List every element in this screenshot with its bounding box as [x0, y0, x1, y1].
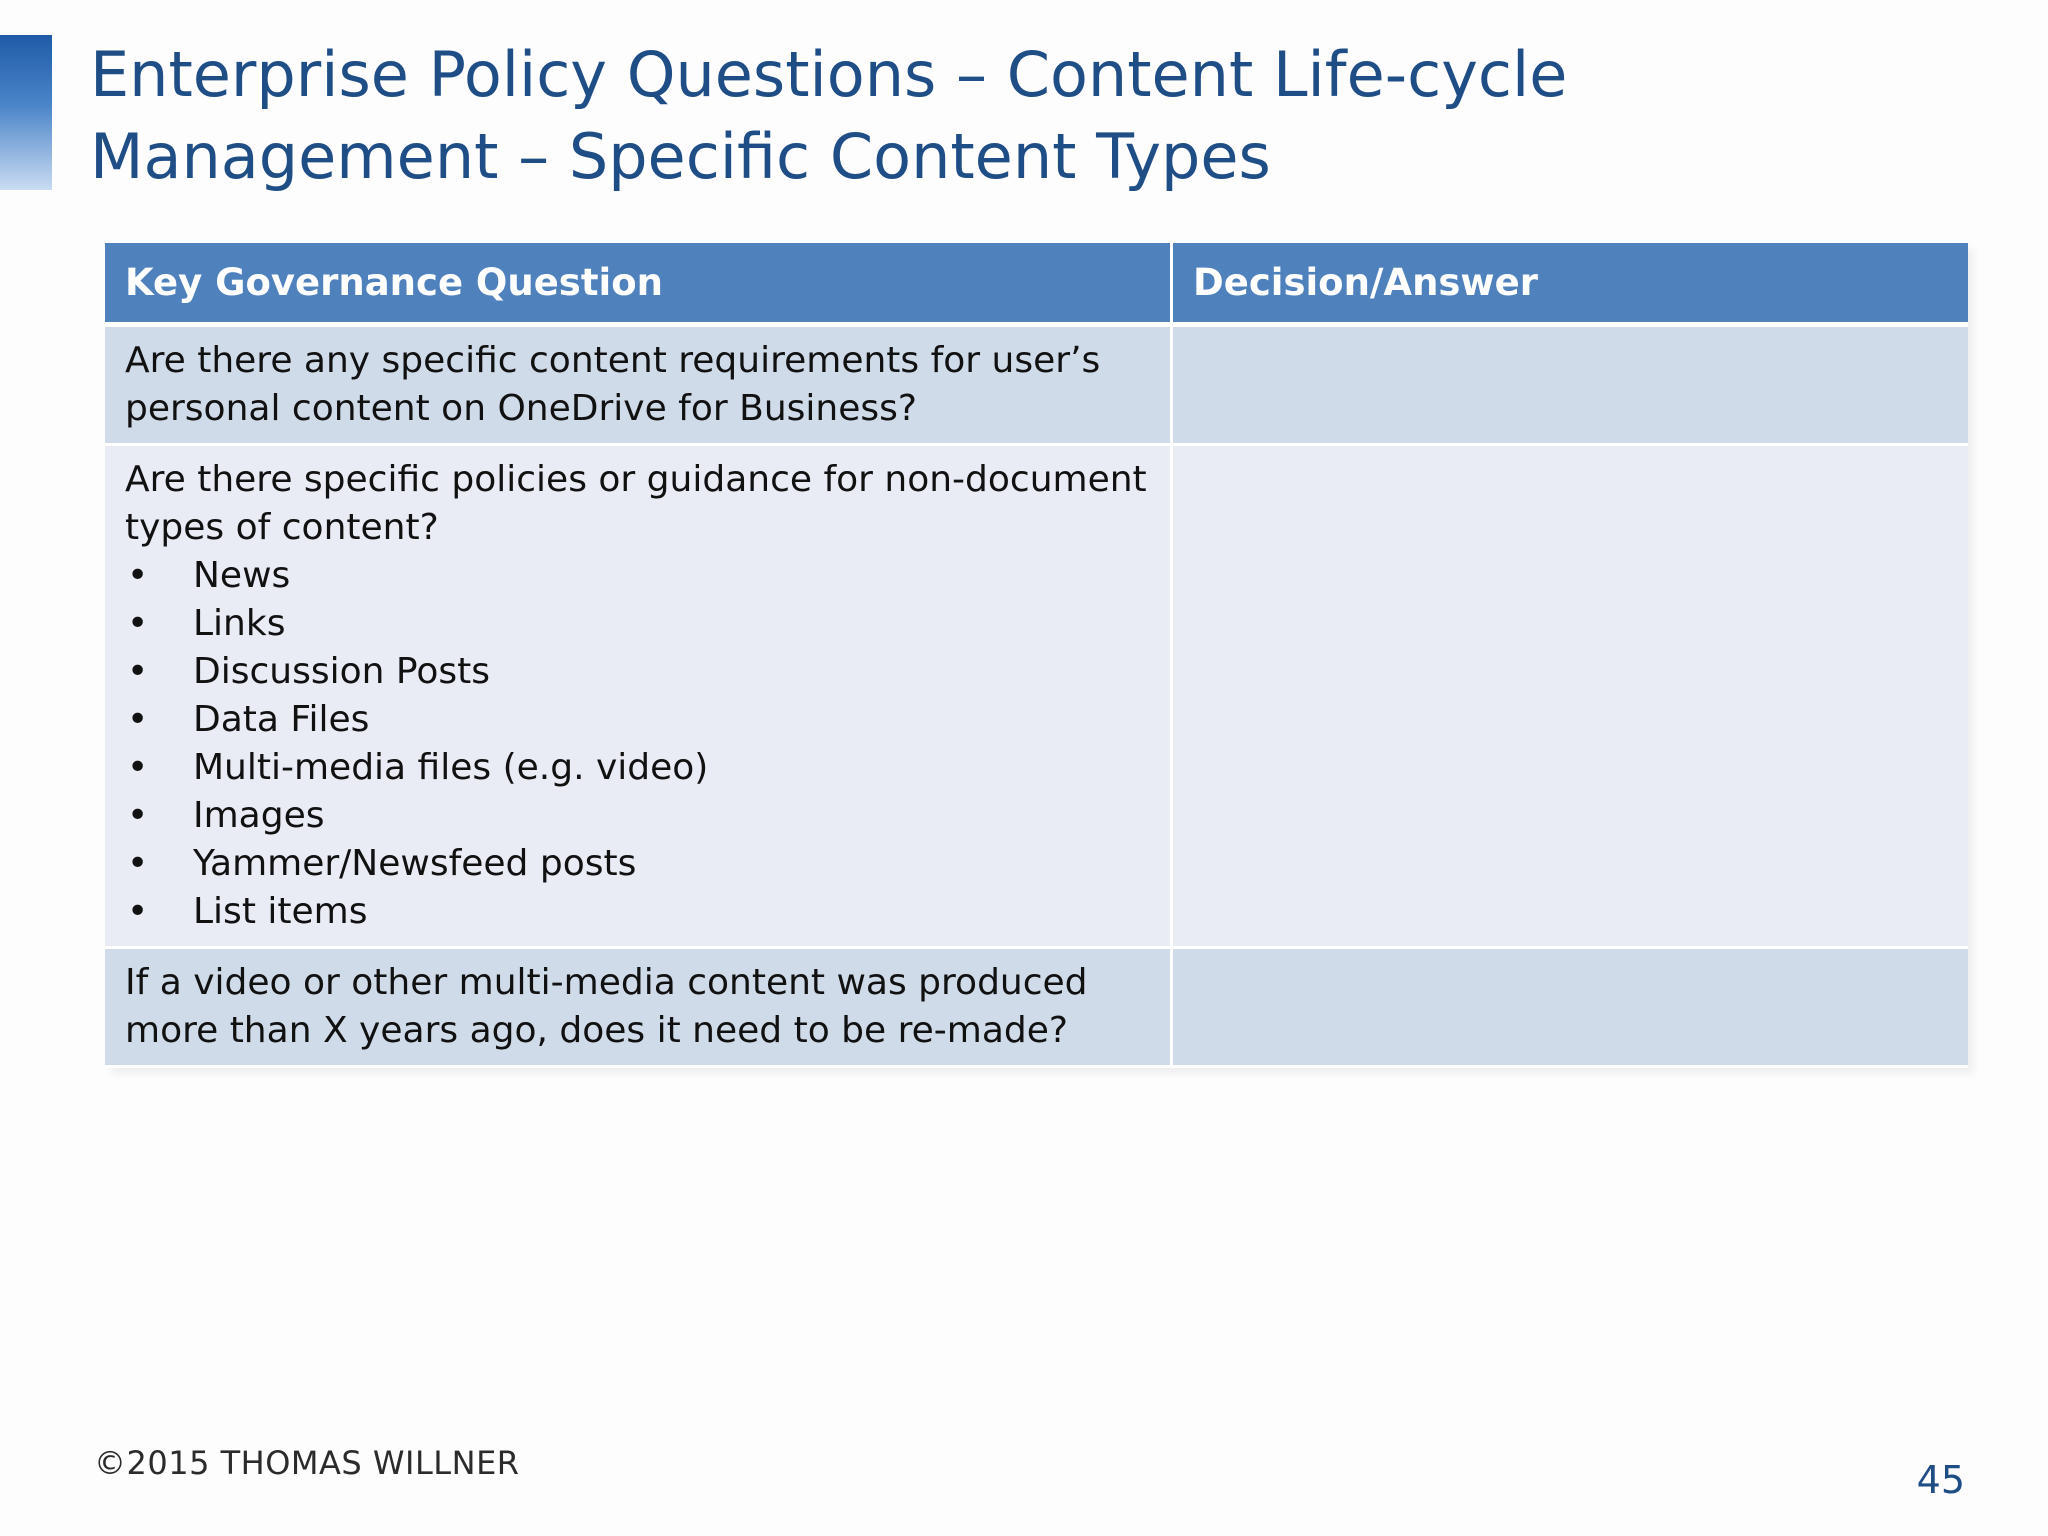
question-text: Are there any specific content requirements for user’s personal content on OneDrive for Business? — [125, 340, 1101, 429]
bullet-icon: • — [127, 795, 149, 836]
slide-title-line-2: Management – Specific Content Types — [90, 120, 1271, 193]
bullet-icon: • — [127, 699, 149, 740]
question-text: Are there specific policies or guidance for non-document types of content? — [125, 459, 1147, 548]
list-item — [125, 888, 1150, 936]
list-item-label: Multi-media files (e.g. video) — [193, 747, 709, 788]
header-key-governance-question: Key Governance Question — [105, 243, 1173, 327]
list-item — [125, 840, 1150, 888]
question-cell — [105, 446, 1173, 949]
table-row — [105, 949, 1968, 1068]
bullet-icon: • — [127, 555, 149, 596]
bullet-icon: • — [127, 651, 149, 692]
list-item — [125, 600, 1150, 648]
list-item — [125, 648, 1150, 696]
page-number: 45 — [1916, 1458, 1965, 1502]
list-item-label: Images — [193, 795, 325, 836]
question-text: If a video or other multi-media content was produced more than X years ago, does it need to be re-made? — [125, 962, 1088, 1051]
question-cell — [105, 327, 1173, 446]
answer-cell[interactable] — [1173, 446, 1968, 949]
governance-table — [105, 243, 1968, 1068]
copyright-footer: ©2015 THOMAS WILLNER — [94, 1444, 520, 1482]
title-accent-bar — [0, 35, 52, 190]
answer-cell[interactable] — [1173, 949, 1968, 1068]
bullet-icon: • — [127, 603, 149, 644]
list-item — [125, 744, 1150, 792]
bullet-icon: • — [127, 747, 149, 788]
list-item-label: List items — [193, 891, 368, 932]
list-item — [125, 792, 1150, 840]
header-decision-answer: Decision/Answer — [1173, 243, 1968, 327]
content-type-list — [125, 552, 1150, 936]
list-item-label: Links — [193, 603, 286, 644]
bullet-icon: • — [127, 843, 149, 884]
answer-cell[interactable] — [1173, 327, 1968, 446]
list-item — [125, 552, 1150, 600]
list-item-label: Yammer/Newsfeed posts — [193, 843, 637, 884]
slide-title-line-1: Enterprise Policy Questions – Content Life-cycle — [90, 38, 1568, 111]
list-item-label: Data Files — [193, 699, 370, 740]
question-cell — [105, 949, 1173, 1068]
list-item-label: News — [193, 555, 291, 596]
table-row — [105, 446, 1968, 949]
table-row — [105, 327, 1968, 446]
slide-title — [90, 34, 1990, 198]
table-header-row — [105, 243, 1968, 327]
bullet-icon: • — [127, 891, 149, 932]
list-item-label: Discussion Posts — [193, 651, 490, 692]
list-item — [125, 696, 1150, 744]
